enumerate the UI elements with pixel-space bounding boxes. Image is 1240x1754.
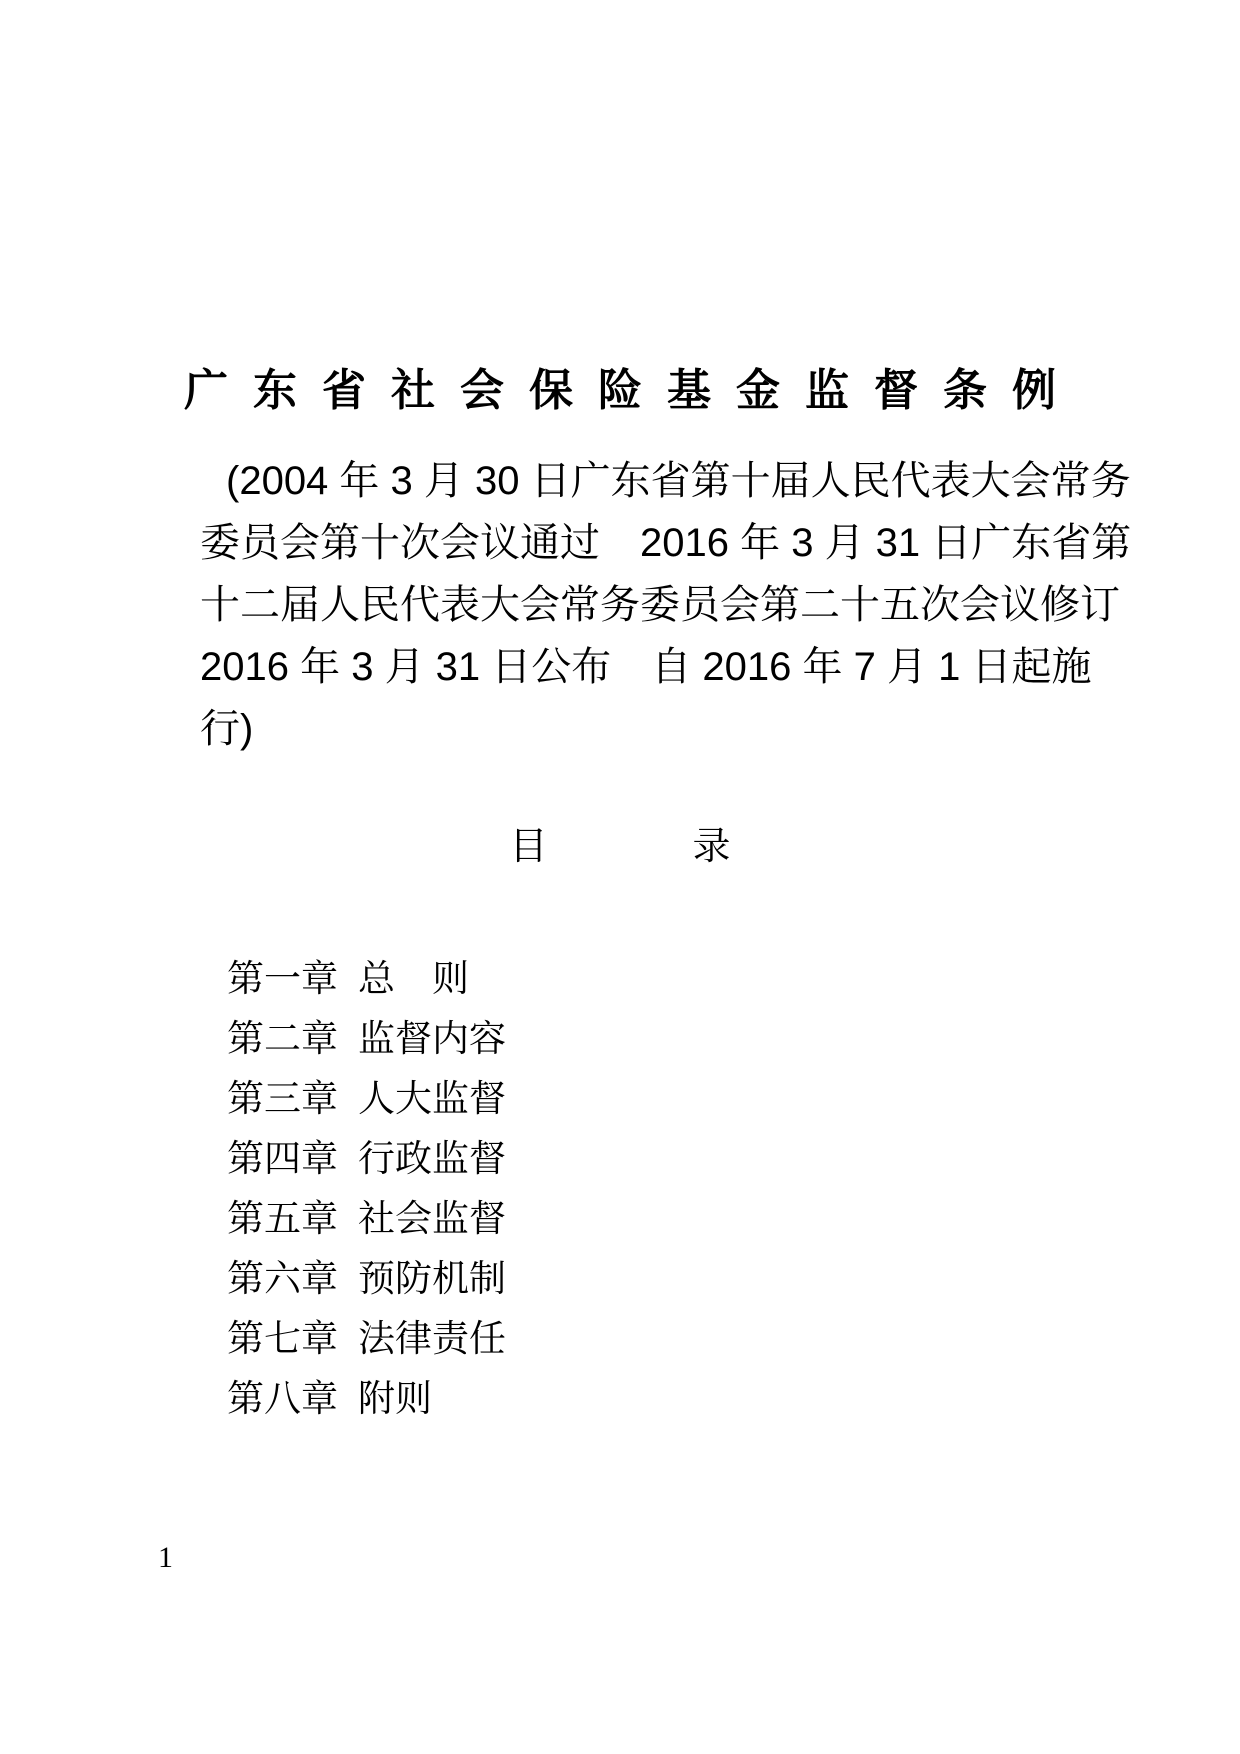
toc-chapter-item [227,1369,506,1429]
chapter-title: 总 则 [358,958,469,999]
chapter-title: 附则 [358,1378,432,1419]
preamble-paragraph [200,450,1132,760]
chapter-title: 监督内容 [358,1018,506,1059]
preamble-line: 行) [200,707,254,751]
toc-heading-char: 录 [692,826,731,868]
toc-chapter-item [227,1129,506,1189]
toc-chapter-list [227,949,506,1429]
chapter-number: 第一章 [227,958,338,999]
chapter-number: 第三章 [227,1078,338,1119]
toc-chapter-item [227,949,506,1009]
chapter-title: 法律责任 [358,1318,506,1359]
page-number: 1 [158,1541,173,1574]
preamble-line: 委员会第十次会议通过 2016 年 3 月 31 日广东省第 [200,521,1132,565]
chapter-title: 预防机制 [358,1258,506,1299]
chapter-title: 人大监督 [358,1078,506,1119]
preamble-line: 2016 年 3 月 31 日公布 自 2016 年 7 月 1 日起施 [200,645,1092,689]
toc-heading [0,824,1240,870]
document-title: 广东省社会保险基金监督条例 [184,366,1081,416]
chapter-number: 第四章 [227,1138,338,1179]
toc-chapter-item [227,1069,506,1129]
chapter-title: 行政监督 [358,1138,506,1179]
toc-heading-char: 目 [509,826,548,868]
chapter-number: 第七章 [227,1318,338,1359]
toc-chapter-item [227,1309,506,1369]
chapter-number: 第八章 [227,1378,338,1419]
preamble-line: (2004 年 3 月 30 日广东省第十届人民代表大会常务 [226,459,1131,503]
toc-chapter-item [227,1189,506,1249]
chapter-number: 第五章 [227,1198,338,1239]
chapter-title: 社会监督 [358,1198,506,1239]
chapter-number: 第六章 [227,1258,338,1299]
toc-chapter-item [227,1249,506,1309]
preamble-line: 十二届人民代表大会常务委员会第二十五次会议修订 [200,583,1120,627]
chapter-number: 第二章 [227,1018,338,1059]
toc-chapter-item [227,1009,506,1069]
